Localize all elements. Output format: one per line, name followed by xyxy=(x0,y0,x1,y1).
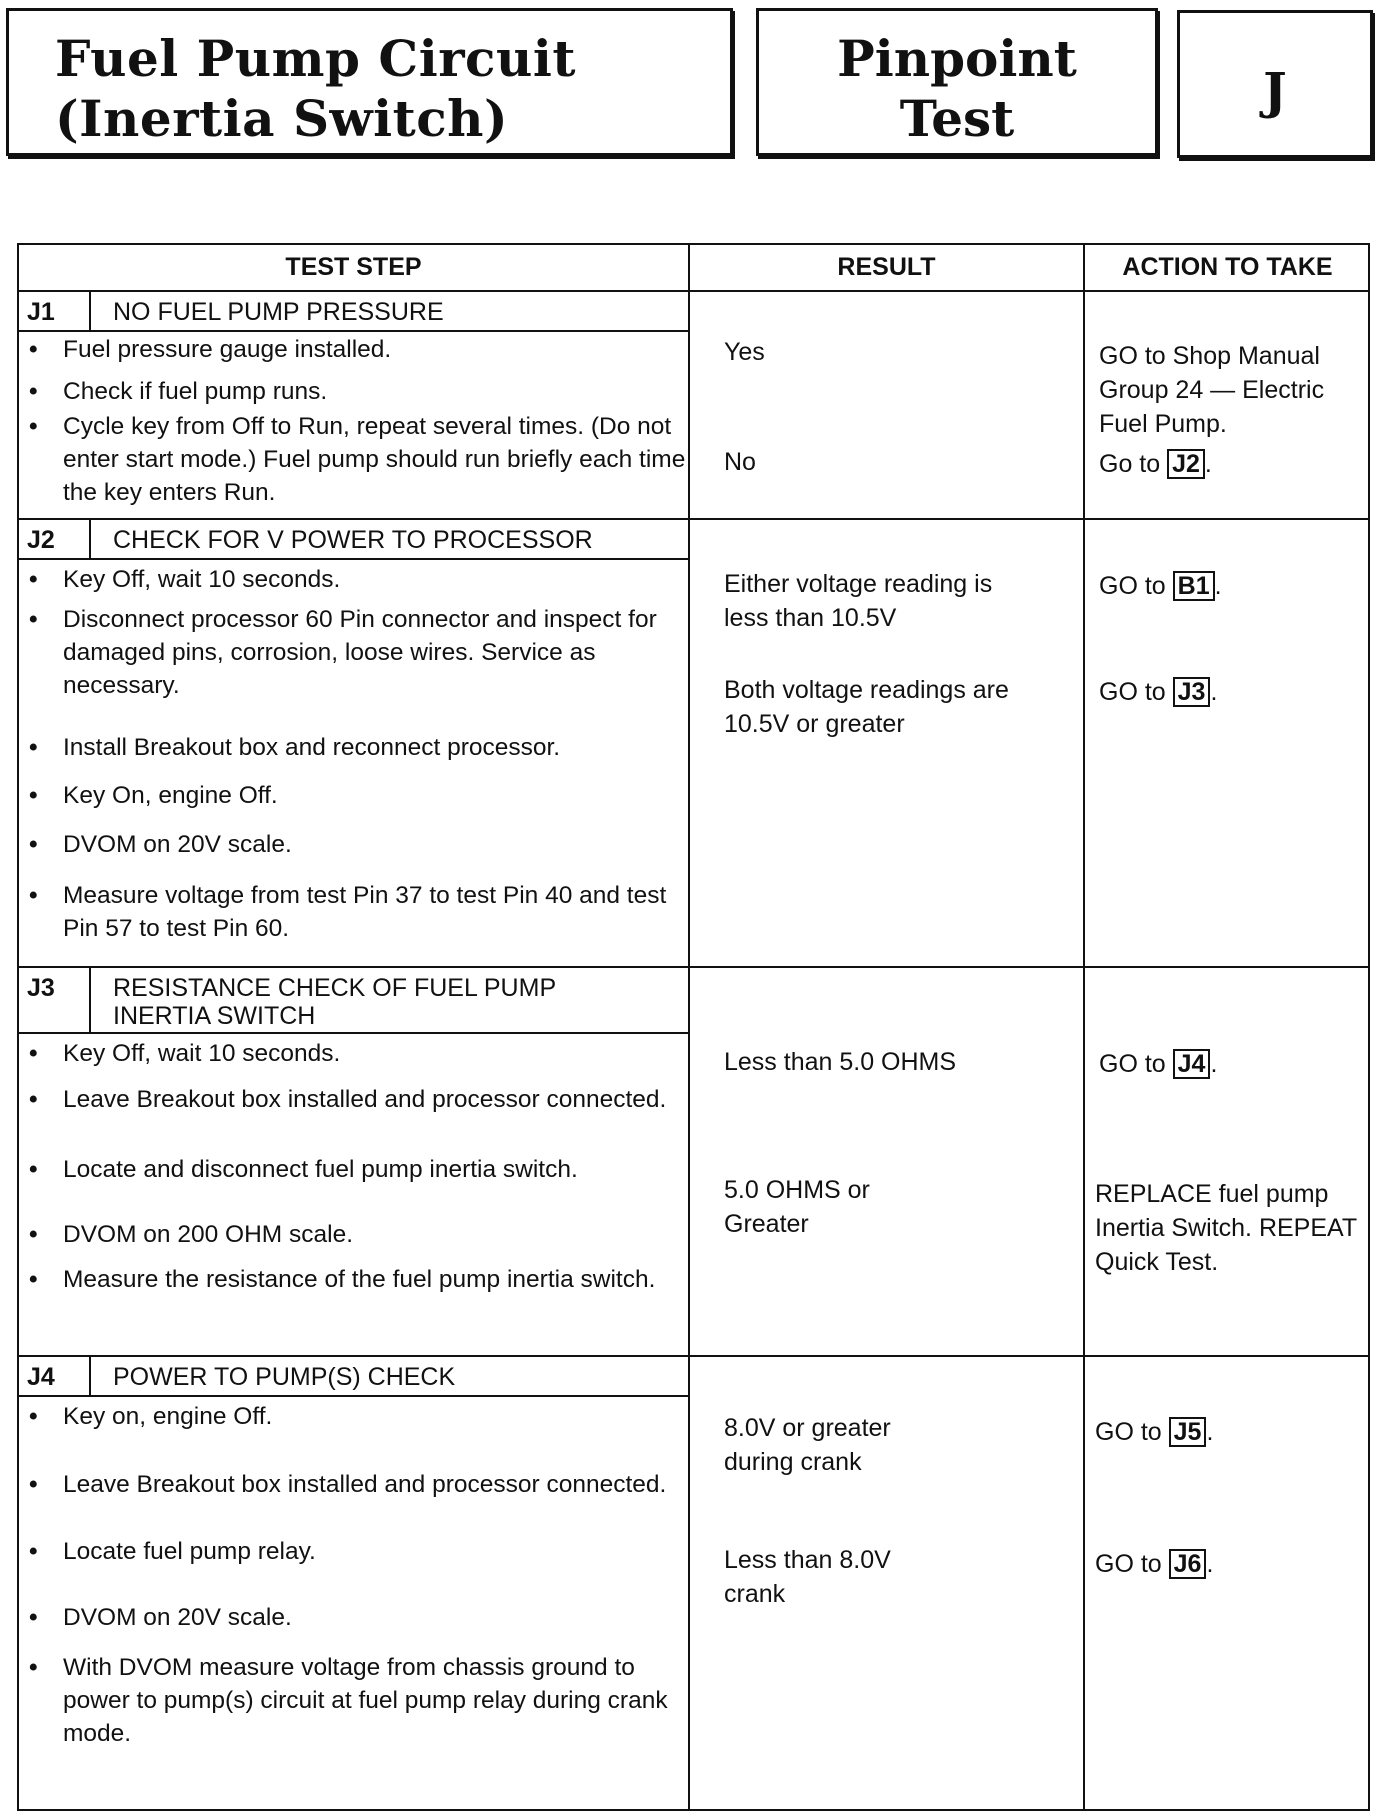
step-id-divider xyxy=(89,1357,91,1397)
step-bullet: • Key Off, wait 10 seconds. xyxy=(29,1040,341,1067)
result-text: 8.0V or greater during crank xyxy=(724,1414,891,1476)
step-bullet: • DVOM on 20V scale. xyxy=(29,831,292,858)
step-reference: J2 xyxy=(1167,449,1205,479)
step-bullet: • DVOM on 20V scale. xyxy=(29,1604,292,1631)
result-text: 5.0 OHMS or Greater xyxy=(724,1176,870,1238)
column-divider-action xyxy=(1083,245,1085,1809)
action-text: GO to J6 . xyxy=(1095,1550,1214,1578)
test-code-box xyxy=(1177,10,1373,158)
step-title: POWER TO PUMP(S) CHECK xyxy=(113,1363,456,1391)
step-reference: B1 xyxy=(1173,571,1215,601)
step-bullet: • Key on, engine Off. xyxy=(29,1403,273,1430)
step-title-divider xyxy=(19,1395,688,1397)
action-text: GO to J4 . xyxy=(1099,1050,1218,1078)
step-id-divider xyxy=(89,968,91,1034)
step-bullet: • Key On, engine Off. xyxy=(29,782,278,809)
action-text: GO to J5 . xyxy=(1095,1418,1214,1446)
result-text: Yes xyxy=(724,338,765,366)
action-text: Go to J2 . xyxy=(1099,450,1212,478)
step-title: NO FUEL PUMP PRESSURE xyxy=(113,298,444,326)
step-header-j3 xyxy=(19,968,689,1034)
step-bullet: • With DVOM measure voltage from chassis ground to power to pump(s) circuit at fuel pump relay during crank mode. xyxy=(29,1654,668,1747)
step-bullet: • Check if fuel pump runs. xyxy=(29,378,328,405)
step-header-j4 xyxy=(19,1357,689,1397)
page-title xyxy=(55,29,576,149)
title-line-1: Fuel Pump Circuit xyxy=(55,29,576,88)
step-bullet: • Disconnect processor 60 Pin connector and inspect for damaged pins, corrosion, loose wires. Service as necessary. xyxy=(29,606,657,699)
step-title-divider xyxy=(19,1032,688,1034)
action-text: REPLACE fuel pump Inertia Switch. REPEAT Quick Test. xyxy=(1095,1180,1357,1276)
column-header-action: ACTION TO TAKE xyxy=(1122,253,1333,281)
step-id: J1 xyxy=(27,298,55,326)
result-text: Both voltage readings are 10.5V or greater xyxy=(724,676,1009,738)
step-bullet: • Measure the resistance of the fuel pump inertia switch. xyxy=(29,1266,656,1293)
action-text: GO to J3 . xyxy=(1099,678,1218,706)
test-type-line-2: Test xyxy=(899,89,1015,148)
step-title: CHECK FOR V POWER TO PROCESSOR xyxy=(113,526,593,554)
step-header-j1 xyxy=(19,292,689,332)
step-bullet: • Locate fuel pump relay. xyxy=(29,1538,316,1565)
step-title: RESISTANCE CHECK OF FUEL PUMP INERTIA SWITCH xyxy=(113,974,556,1030)
step-bullet: • Leave Breakout box installed and processor connected. xyxy=(29,1471,667,1498)
step-id: J4 xyxy=(27,1363,55,1391)
step-bullet: • Install Breakout box and reconnect processor. xyxy=(29,734,561,761)
action-text: GO to Shop Manual Group 24 — Electric Fuel Pump. xyxy=(1099,342,1325,438)
result-text: Less than 8.0V crank xyxy=(724,1546,891,1608)
column-header-test-step: TEST STEP xyxy=(285,253,422,281)
title-line-2: (Inertia Switch) xyxy=(55,89,509,148)
step-bullet: • Fuel pressure gauge installed. xyxy=(29,336,392,363)
step-reference: J5 xyxy=(1169,1417,1207,1447)
result-text: Less than 5.0 OHMS xyxy=(724,1048,957,1076)
result-text: No xyxy=(724,448,756,476)
step-reference: J4 xyxy=(1173,1049,1211,1079)
step-bullet: • Cycle key from Off to Run, repeat several times. (Do not enter start mode.) Fuel pump should run briefly each time the key enters Run. xyxy=(29,413,686,506)
test-type-line-1: Pinpoint xyxy=(837,29,1077,88)
step-title-divider xyxy=(19,330,688,332)
pinpoint-test-table xyxy=(17,243,1370,1811)
step-reference: J3 xyxy=(1173,677,1211,707)
action-text: GO to B1 . xyxy=(1099,572,1222,600)
step-header-j2 xyxy=(19,520,689,560)
step-id: J3 xyxy=(27,974,55,1002)
step-id: J2 xyxy=(27,526,55,554)
step-id-divider xyxy=(89,520,91,560)
step-title-divider xyxy=(19,558,688,560)
result-text: Either voltage reading is less than 10.5V xyxy=(724,570,993,632)
step-bullet: • Leave Breakout box installed and processor connected. xyxy=(29,1086,667,1113)
step-bullet: • Key Off, wait 10 seconds. xyxy=(29,566,341,593)
step-bullet: • Measure voltage from test Pin 37 to test Pin 40 and test Pin 57 to test Pin 60. xyxy=(29,882,667,942)
step-reference: J6 xyxy=(1169,1549,1207,1579)
step-bullet: • Locate and disconnect fuel pump inertia switch. xyxy=(29,1156,578,1183)
step-id-divider xyxy=(89,292,91,332)
test-type-label xyxy=(759,29,1155,149)
title-box xyxy=(6,8,733,156)
step-bullet: • DVOM on 200 OHM scale. xyxy=(29,1221,354,1248)
test-code: J xyxy=(1263,61,1287,120)
column-header-result: RESULT xyxy=(837,253,936,281)
test-type-box xyxy=(756,8,1158,156)
